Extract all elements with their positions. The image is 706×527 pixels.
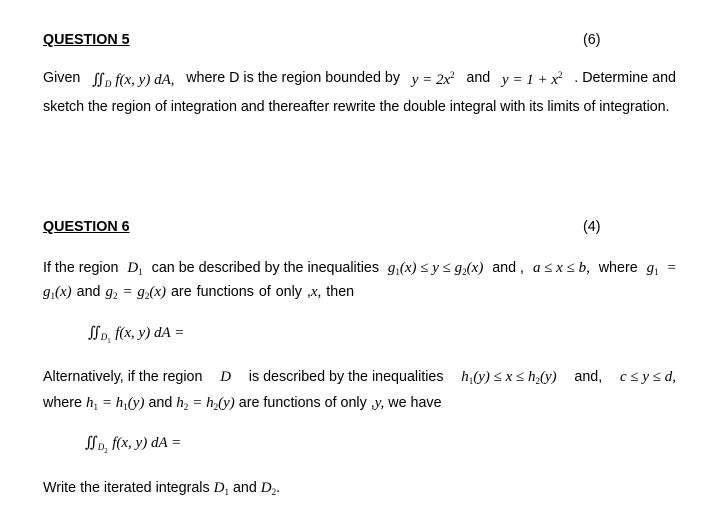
final-d2: D — [260, 480, 272, 496]
q5-curve-1-exponent: 2 — [450, 70, 455, 80]
q5-curve-1-expr: y = 2x — [411, 72, 451, 88]
q6-p2-region: D — [220, 369, 232, 385]
q5-curve-1 — [412, 70, 455, 89]
q6-p2-ineq-end: (y) — [540, 369, 557, 385]
q6-p1-equals: = — [667, 260, 676, 276]
q6-p1l2-rest: are functions of only , — [170, 284, 311, 300]
integral-expression-d2 — [85, 433, 181, 455]
question-5-line-2: sketch the region of integration and thereafter rewrite the double integral with its limits of integration. — [43, 99, 670, 115]
q6-p2l2-eq1-sub: 1 — [123, 402, 128, 412]
q6-p2-h1-sub: 1 — [468, 376, 474, 386]
q6-p2l2-eq2: = h — [192, 395, 214, 411]
q6-p2-h1: h — [461, 369, 469, 385]
double-integral-symbol: ∬ — [85, 435, 98, 451]
q6-p2-inequality — [461, 369, 556, 386]
final-d1: D — [213, 480, 225, 496]
final-dot: . — [276, 480, 281, 496]
q6-p1-and: and , — [492, 260, 525, 276]
q6-p2l2-h1: h — [85, 395, 94, 411]
q6-p1-region — [127, 260, 142, 277]
int2-domain-letter: D — [97, 442, 105, 452]
q6-p1-intro: If the region — [43, 260, 119, 276]
q5-integral-expression — [92, 70, 174, 89]
q6-p1-range: a ≤ x ≤ b, — [532, 260, 590, 276]
q5-given-text: Given — [43, 70, 81, 86]
q5-domain-label: D — [104, 79, 112, 89]
q6-p1l2-x1: (x) — [55, 284, 72, 300]
question-6-marks: (4) — [583, 219, 601, 235]
question-6-para-2-line-1 — [43, 369, 676, 386]
q6-p2l2-y: y, — [374, 395, 385, 411]
q6-p1l2-and: and — [76, 284, 101, 300]
q6-p2l2-h2: h — [176, 395, 184, 411]
q6-p1-g1-sub: 1 — [395, 267, 400, 277]
int1-domain-letter: D — [100, 332, 108, 342]
q6-p1-ineq: (x) ≤ y ≤ g — [399, 260, 463, 276]
q5-integrand: f(x, y) dA, — [115, 72, 175, 88]
q6-p2l2-y1: (y) — [127, 395, 145, 411]
q5-end-text: . Determine and — [574, 70, 676, 86]
q5-middle-text: where D is the region bounded by — [186, 70, 401, 86]
question-5-line-1 — [43, 70, 676, 89]
q5-curve-2-exponent: 2 — [558, 70, 563, 80]
q6-p1-region-letter: D — [127, 260, 139, 276]
q5-curve-2 — [502, 70, 563, 89]
q6-p2l2-and: and — [148, 395, 173, 411]
q5-and-text: and — [466, 70, 491, 86]
q6-p1l2-x2: (x) — [149, 284, 166, 300]
final-instruction — [43, 480, 280, 497]
q6-p2l2-eq1: = h — [101, 395, 124, 411]
q5-curve-2-expr: y = 1 + x — [501, 72, 559, 88]
q6-p1-where: where — [598, 260, 638, 276]
final-d2-sub: 2 — [271, 487, 277, 497]
q6-p2l2-rest: are functions of only , — [238, 395, 375, 411]
q6-p1-ineq-end: (x) — [466, 260, 484, 276]
q6-p1-region-sub: 1 — [138, 267, 143, 277]
int1-integrand: f(x, y) dA = — [115, 325, 185, 341]
final-d1-sub: 1 — [224, 487, 229, 497]
int1-domain-sub: 1 — [107, 337, 111, 345]
q6-p2-range: c ≤ y ≤ d, — [619, 369, 676, 385]
q6-p1l2-g1: g — [43, 284, 51, 300]
q6-p2l2-where: where — [43, 395, 82, 411]
q6-p1-g1-def — [647, 260, 659, 277]
q6-p2l2-end: we have — [388, 395, 442, 411]
question-5-heading: QUESTION 5 — [43, 32, 130, 48]
int2-domain-sub: 2 — [104, 447, 108, 455]
q6-p2-and: and, — [574, 369, 603, 385]
q6-p2-ineq: (y) ≤ x ≤ h — [473, 369, 536, 385]
q6-p1-g2-sub: 2 — [462, 267, 467, 277]
q6-p2l2-eq2-sub: 2 — [213, 402, 219, 412]
q6-p2-intro: Alternatively, if the region — [43, 369, 203, 385]
integral-expression-d1 — [88, 323, 184, 345]
q6-p1l2-eq-sub: 2 — [144, 291, 150, 301]
q6-p1l2-then: then — [326, 284, 355, 300]
double-integral-symbol: ∬ — [92, 72, 105, 88]
q6-p1-g1b: g — [646, 260, 655, 276]
q6-p1-g1: g — [387, 260, 396, 276]
q6-p1-inequality — [388, 260, 483, 277]
question-5-marks: (6) — [583, 32, 601, 48]
q6-p1-described: can be described by the inequalities — [151, 260, 379, 276]
int2-integrand: f(x, y) dA = — [112, 435, 182, 451]
question-6-para-2-line-2 — [43, 395, 442, 412]
q6-p1l2-x: x, — [310, 284, 322, 300]
final-and: and — [232, 480, 257, 496]
q6-p2-described: is described by the inequalities — [248, 369, 444, 385]
q6-p2-h2-sub: 2 — [535, 376, 541, 386]
q6-p2l2-h2-sub: 2 — [183, 402, 189, 412]
question-6-para-1-line-2 — [43, 284, 354, 301]
q6-p1l2-g2-sub: 2 — [112, 291, 118, 301]
q6-p1-g1b-sub: 1 — [654, 267, 659, 277]
q6-p1l2-g2: g — [105, 284, 113, 300]
q6-p1l2-g1-sub: 1 — [50, 291, 55, 301]
question-6-para-1-line-1 — [43, 260, 676, 277]
q6-p1l2-eq: = g — [122, 284, 145, 300]
final-text: Write the iterated integrals — [43, 480, 210, 496]
q6-p2l2-h1-sub: 1 — [93, 402, 98, 412]
question-6-heading: QUESTION 6 — [43, 219, 130, 235]
q6-p2l2-y2: (y) — [218, 395, 235, 411]
double-integral-symbol: ∬ — [88, 325, 101, 341]
